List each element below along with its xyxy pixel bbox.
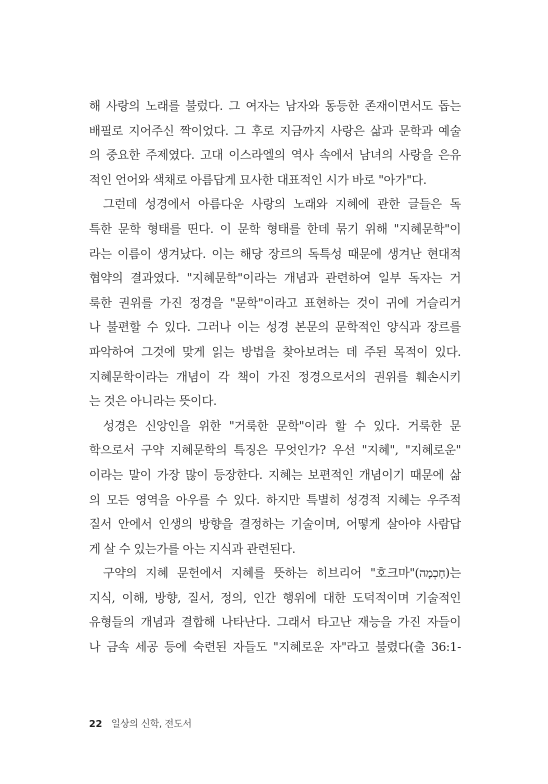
text-line: 지혜문학이라는 개념이 각 책이 가진 정경으로서의 권위를 훼손시키 [89, 369, 461, 384]
text-line: 적인 언어와 색채로 아름답게 묘사한 대표적인 시가 바로 "아가"다. [89, 172, 427, 187]
text-line: 이라는 말이 가장 많이 등장한다. 지혜는 보편적인 개념이기 때문에 삶 [89, 467, 461, 482]
text-line: 특한 문학 형태를 띤다. 이 문학 형태를 한데 묶기 위해 "지혜문학"이 [89, 221, 461, 236]
text-line: 질서 안에서 인생의 방향을 결정하는 기술이며, 어떻게 살아야 사람답 [89, 517, 461, 532]
text-line: 나 불편할 수 있다. 그러나 이는 성경 본문의 문학적인 양식과 장르를 [89, 320, 461, 335]
text-line: 지식, 이해, 방향, 질서, 정의, 인간 행위에 대한 도덕적이며 기술적인 [89, 590, 461, 605]
text-line: 협약의 결과였다. "지혜문학"이라는 개념과 관련하여 일부 독자는 거 [89, 271, 461, 286]
page-footer [89, 716, 192, 730]
text-line: 배필로 지어주신 짝이었다. 그 후로 지금까지 사랑은 삶과 문학과 예술 [89, 123, 461, 138]
text-line: 구약의 지혜 문헌에서 지혜를 뜻하는 히브리어 "호크마"(חָכְמָה)는 [103, 566, 461, 581]
paragraph-3 [89, 414, 461, 562]
text-line: 그런데 성경에서 아름다운 사랑의 노래와 지혜에 관한 글들은 독 [103, 197, 461, 212]
text-line: 파악하여 그것에 맞게 읽는 방법을 찾아보려는 데 주된 목적이 있다. [89, 344, 461, 359]
text-line: 룩한 권위를 가진 정경을 "문학"이라고 표현하는 것이 귀에 거슬리거 [89, 295, 461, 310]
text-line: 는 것은 아니라는 뜻이다. [89, 394, 217, 409]
text-line: 나 금속 세공 등에 숙련된 자들도 "지혜로운 자"라고 불렸다(출 36:1- [89, 640, 461, 655]
running-title: 일상의 신학, 전도서 [111, 719, 192, 730]
body-text [89, 94, 461, 660]
paragraph-4 [89, 561, 461, 659]
page-number: 22 [89, 719, 103, 730]
text-line: 해 사랑의 노래를 불렀다. 그 여자는 남자와 동등한 존재이면서도 돕는 [89, 99, 461, 113]
text-line: 학으로서 구약 지혜문학의 특징은 무엇인가? 우선 "지혜", "지혜로운" [89, 443, 461, 458]
text-line: 성경은 신앙인을 위한 "거룩한 문학"이라 할 수 있다. 거룩한 문 [103, 418, 461, 433]
text-line: 라는 이름이 생겨났다. 이는 해당 장르의 독특성 때문에 생겨난 현대적 [89, 246, 461, 261]
text-line: 유형들의 개념과 결합해 나타난다. 그래서 타고난 재능을 가진 자들이 [89, 615, 461, 630]
text-line: 게 살 수 있는가를 아는 지식과 관련된다. [89, 541, 296, 556]
text-line: 의 모든 영역을 아우를 수 있다. 하지만 특별히 성경적 지혜는 우주적 [89, 492, 461, 507]
paragraph-1 [89, 94, 461, 192]
text-line: 의 중요한 주제였다. 고대 이스라엘의 역사 속에서 남녀의 사랑을 은유 [89, 148, 461, 163]
paragraph-2 [89, 192, 461, 413]
